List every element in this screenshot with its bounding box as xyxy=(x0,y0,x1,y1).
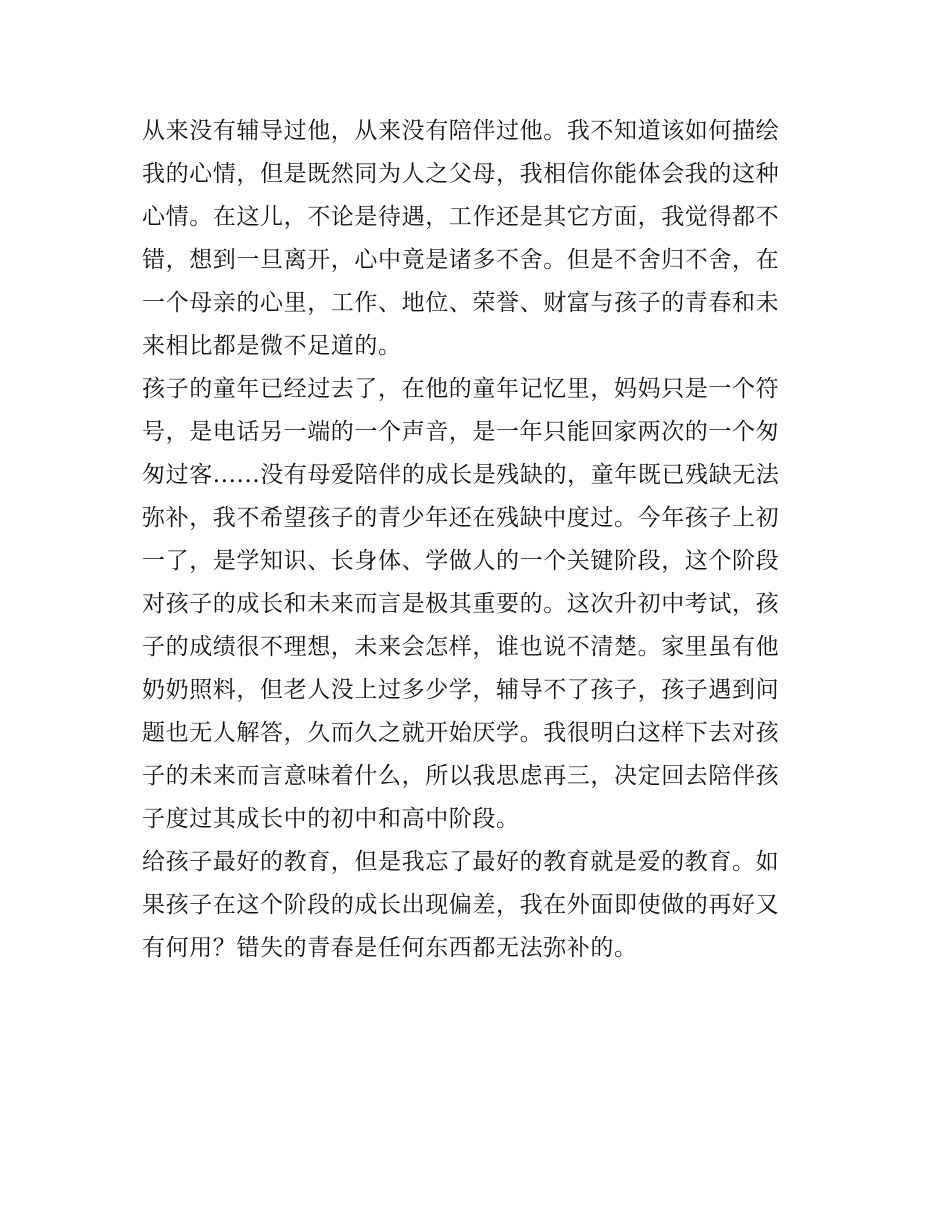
paragraph-2 xyxy=(142,368,822,841)
text-line: 错，想到一旦离开，心中竟是诸多不舍。但是不舍归不舍，在 xyxy=(142,247,780,273)
text-line: 子度过其成长中的初中和高中阶段。 xyxy=(142,806,520,832)
text-line: 心情。在这儿，不论是待遇，工作还是其它方面，我觉得都不 xyxy=(142,204,780,230)
text-line: 对孩子的成长和未来而言是极其重要的。这次升初中考试，孩 xyxy=(142,591,780,617)
text-line: 给孩子最好的教育，但是我忘了最好的教育就是爱的教育。如 xyxy=(142,849,780,875)
text-line: 果孩子在这个阶段的成长出现偏差，我在外面即使做的再好又 xyxy=(142,892,780,918)
document-body xyxy=(142,110,822,970)
text-line: 一个母亲的心里，工作、地位、荣誉、财富与孩子的青春和未 xyxy=(142,290,780,316)
paragraph-3 xyxy=(142,841,822,970)
text-line: 奶奶照料，但老人没上过多少学，辅导不了孩子，孩子遇到问 xyxy=(142,677,780,703)
text-line: 子的未来而言意味着什么，所以我思虑再三，决定回去陪伴孩 xyxy=(142,763,780,789)
text-line: 一了，是学知识、长身体、学做人的一个关键阶段，这个阶段 xyxy=(142,548,780,574)
text-line: 有何用？错失的青春是任何东西都无法弥补的。 xyxy=(142,935,638,961)
text-line: 子的成绩很不理想，未来会怎样，谁也说不清楚。家里虽有他 xyxy=(142,634,780,660)
paragraph-1 xyxy=(142,110,822,368)
text-line: 我的心情，但是既然同为人之父母，我相信你能体会我的这种 xyxy=(142,161,780,187)
text-line: 孩子的童年已经过去了，在他的童年记忆里，妈妈只是一个符 xyxy=(142,376,780,402)
text-line: 从来没有辅导过他，从来没有陪伴过他。我不知道该如何描绘 xyxy=(142,118,780,144)
text-line: 弥补，我不希望孩子的青少年还在残缺中度过。今年孩子上初 xyxy=(142,505,780,531)
text-line: 来相比都是微不足道的。 xyxy=(142,333,402,359)
text-line: 号，是电话另一端的一个声音，是一年只能回家两次的一个匆 xyxy=(142,419,780,445)
text-line: 匆过客......没有母爱陪伴的成长是残缺的，童年既已残缺无法 xyxy=(142,462,780,488)
text-line: 题也无人解答，久而久之就开始厌学。我很明白这样下去对孩 xyxy=(142,720,780,746)
